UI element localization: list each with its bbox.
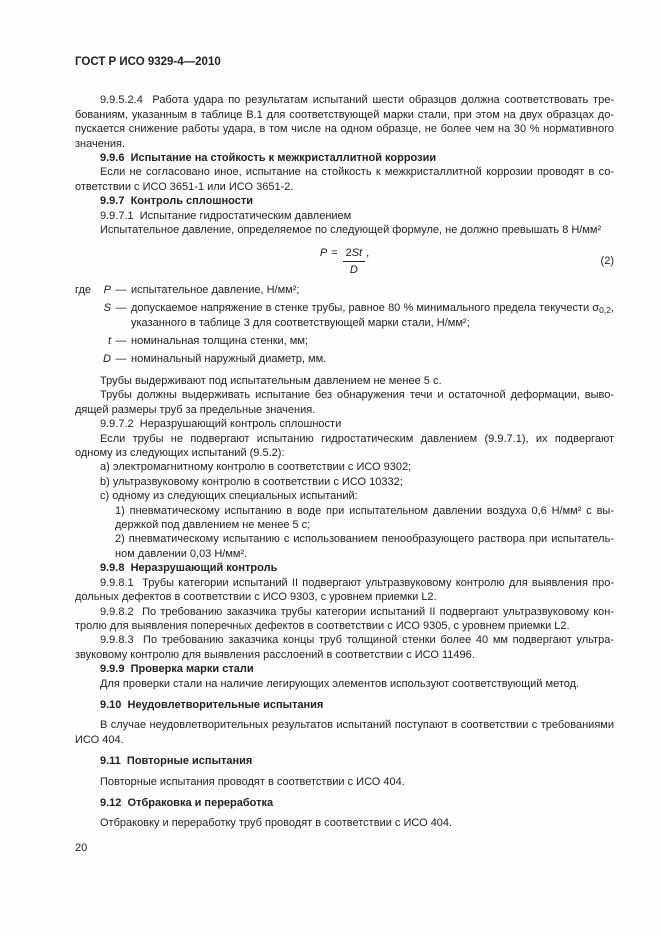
paragraph-9-9-7-2-intro: Если трубы не подвергают испытанию гидростатическим давлением (9.9.7.1), их подвергают одному из следующих испытаний (9.5.2): <box>75 432 614 460</box>
paragraph-9-10: В случае неудовлетворительных результатов испытаний поступают в соответствии с требованиями ИСО 404. <box>75 719 614 746</box>
paragraph-9-9-8-2: 9.9.8.2 По требованию заказчика трубы категории испытаний II подвергают ультразвуковому контролю для выявления поперечных дефектов в соответствии с ИСО 9305, с уровнем приемки L2. <box>75 605 614 632</box>
where-definition: номинальная толщина стенки, мм; <box>131 334 308 347</box>
where-row-P <box>75 283 614 297</box>
where-term: S <box>103 302 111 315</box>
paragraph-9-9-8-3: 9.9.8.3 По требованию заказчика концы труб толщиной стенки более 40 мм подвергают ультразвуковому контролю для выявления расслоений в соответствии с ИСО 11496. <box>75 634 614 661</box>
formula-lhs: P <box>319 246 328 259</box>
formula-expression <box>320 246 369 278</box>
where-term: P <box>103 284 111 297</box>
where-definition: допускаемое напряжение в стенке трубы, равное 80 % минимального предела текучести $\sigma_{0,2}$, указанного в таблице 3 для соответствующей марки стали, Н/мм²; <box>131 302 614 329</box>
where-lead: где <box>75 284 92 297</box>
equation-number: (2) <box>600 255 614 268</box>
where-row-S <box>75 301 614 330</box>
heading-9-9-8: 9.9.8 Неразрушающий контроль <box>100 562 278 575</box>
heading-9-9-6: 9.9.6 Испытание на стойкость к межкристаллитной коррозии <box>100 152 437 165</box>
where-definition: испытательное давление, Н/мм²; <box>131 284 300 297</box>
heading-9-9-7: 9.9.7 Контроль сплошности <box>100 195 253 208</box>
where-definition: номинальный наружный диаметр, мм. <box>131 352 327 365</box>
paragraph-9-9-9: Для проверки стали на наличие легирующих элементов используют соответствующий метод. <box>100 677 580 690</box>
formula-numerator-vars: St <box>351 246 363 259</box>
where-row-t <box>75 334 614 348</box>
formula-fraction <box>343 246 366 278</box>
formula-numerator <box>343 246 366 262</box>
sigma-subscript: 0,2 <box>599 305 611 316</box>
where-term: t <box>107 334 111 347</box>
list-item-a: a) электромагнитному контролю в соответствии с ИСО 9302; <box>100 461 412 474</box>
heading-9-12: 9.12 Отбраковка и переработка <box>100 796 274 809</box>
page-number: 20 <box>75 842 88 854</box>
where-dash: — <box>115 284 127 297</box>
formula-equals: = <box>331 246 338 259</box>
heading-9-11: 9.11 Повторные испытания <box>100 755 253 768</box>
list-item-b: b) ультразвуковому контролю в соответствии с ИСО 10332; <box>100 475 403 488</box>
paragraph-9-9-7-2-title: 9.9.7.2 Неразрушающий контроль сплошности <box>100 418 342 431</box>
where-definition-list <box>75 283 614 366</box>
list-item-c2: 2) пневматическому испытанию с использованием пенообразующего раствора при испытательном давлении 0,03 Н/мм². <box>115 533 614 560</box>
paragraph-9-9-6: Если не согласовано иное, испытание на стойкость к межкристаллитной коррозии проводят в соответствии с ИСО 3651-1 или ИСО 3651-2. <box>75 166 614 193</box>
paragraph-9-9-7-1-intro: Испытательное давление, определяемое по следующей формуле, не должно превышать 8 Н/мм² <box>100 224 602 237</box>
formula-2 <box>75 243 614 279</box>
paragraph-withstand: Трубы должны выдерживать испытание без обнаружения течи и остаточной деформации, выводящей размеры труб за предельные значения. <box>75 389 614 416</box>
where-term: D <box>103 352 111 365</box>
paragraph-9-9-8-1: 9.9.8.1 Трубы категории испытаний II подвергают ультразвуковому контролю для выявления продольных дефектов в соответствии с ИСО 9303, с уровнем приемки L2. <box>75 576 614 604</box>
paragraph-9-12: Отбраковку и переработку труб проводят в соответствии с ИСО 404. <box>100 817 453 830</box>
where-dash: — <box>115 334 127 347</box>
paragraph-hold-pressure: Трубы выдерживают под испытательным давлением не менее 5 с. <box>100 375 442 387</box>
where-row-D <box>75 352 614 366</box>
where-dash: — <box>115 302 127 315</box>
document-header: ГОСТ Р ИСО 9329-4—2010 <box>75 56 221 68</box>
paragraph-9-9-7-1-title: 9.9.7.1 Испытание гидростатическим давлением <box>100 209 352 222</box>
heading-9-9-9: 9.9.9 Проверка марки стали <box>100 663 254 676</box>
formula-coefficient: 2 <box>345 246 352 259</box>
formula-comma: , <box>366 246 370 259</box>
heading-9-10: 9.10 Неудовлетворительные испытания <box>100 698 324 711</box>
where-dash: — <box>115 352 127 365</box>
formula-denominator: D <box>349 263 358 276</box>
list-item-c1: 1) пневматическому испытанию в воде при испытательном давлении воздуха 0,6 Н/мм² с выдержкой под давлением не менее 5 с; <box>115 504 614 532</box>
paragraph-9-9-5-2-4: 9.9.5.2.4 Работа удара по результатам испытаний шести образцов должна соответствовать требованиям, указанным в таблице В.1 для соответствующей марки стали, при этом на двух образцах допускается снижение работы удара, в том числе на одном образце, не более чем на 30 % нормативного значения. <box>75 94 614 150</box>
list-item-c: c) одному из следующих специальных испытаний: <box>100 490 358 503</box>
paragraph-9-11: Повторные испытания проводят в соответствии с ИСО 404. <box>100 775 405 788</box>
